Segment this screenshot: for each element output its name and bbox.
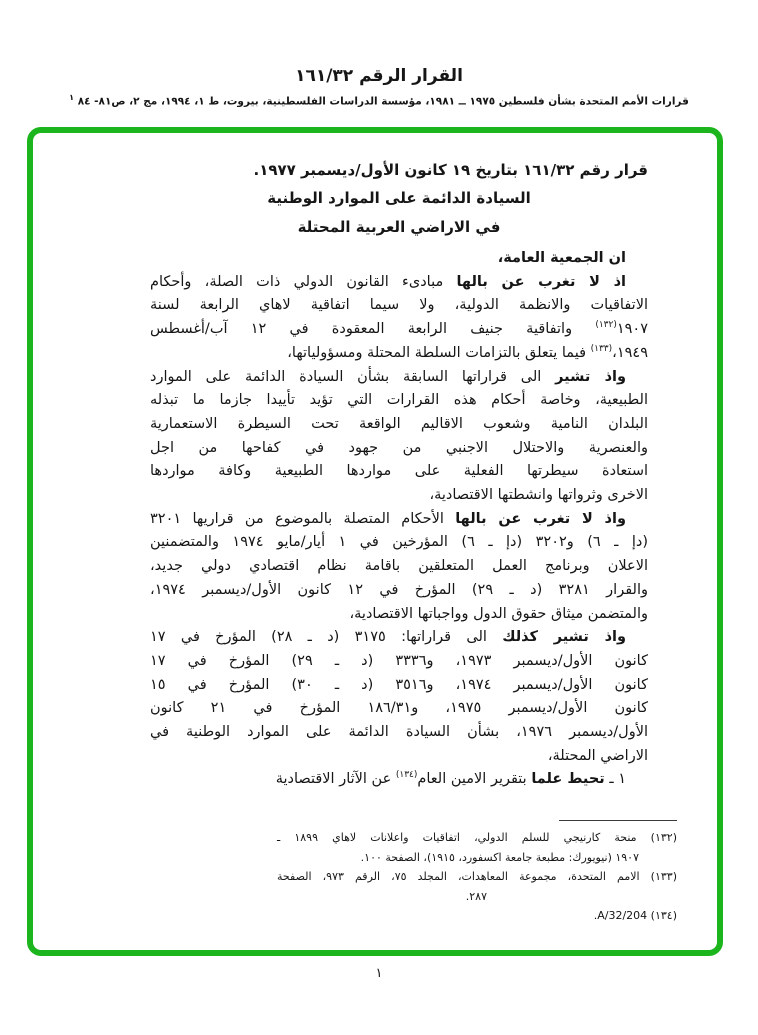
footnote-separator-rule <box>559 820 677 821</box>
footnote-line: (١٣٢) منحة كارنيجي للسلم الدولي، اتفاقيات واعلانات لاهاي ١٨٩٩ ـ <box>277 831 677 844</box>
source-footnote-ref: ١ <box>69 93 75 102</box>
source-citation-text: قرارات الأمم المتحدة بشأن فلسطين ١٩٧٥ ــ ١٩٨١، مؤسسة الدراسات الفلسطينية، بيروت، ط ١، ١٩٩٤، مج ٢، ص٨١- ٨٤ <box>77 95 689 108</box>
text-segment: فيما يتعلق بالتزامات السلطة المحتلة ومسؤولياتها، <box>287 344 591 361</box>
text-segment: الأول/ديسمبر ١٩٧٦، بشأن السيادة الدائمة على الموارد الوطنية في <box>150 724 648 741</box>
resolution-body <box>150 158 648 792</box>
body-text-line <box>150 650 648 674</box>
body-text-line <box>150 342 648 366</box>
footnote-line: (١٣٤) A/32/204. <box>593 909 677 922</box>
body-text-line <box>150 579 648 603</box>
text-segment: البلدان النامية وشعوب الاقاليم الواقعة تحت السيطرة الاستعمارية <box>150 415 648 432</box>
preamble-paragraph <box>150 508 648 627</box>
source-citation <box>0 93 758 108</box>
resolution-heading: قرار رقم ١٦١/٣٢ بتاريخ ١٩ كانون الأول/ديسمبر ١٩٧٧. <box>253 161 648 179</box>
resolution-title-line1: السيادة الدائمة على الموارد الوطنية <box>267 189 531 207</box>
text-segment: مبادىء القانون الدولي ذات الصلة، وأحكام <box>150 273 457 290</box>
footnote <box>277 906 677 926</box>
text-segment: كانون الأول/ديسمبر ١٩٧٣، و٣٣٣٦ (د ـ ٢٩) المؤرخ في ١٧ <box>150 652 648 669</box>
body-text-line <box>150 318 648 342</box>
body-text-line <box>150 531 648 555</box>
text-segment: الاعلان وبرنامج العمل المتعلقين باقامة نظام اقتصادي دولي جديد، <box>150 558 648 575</box>
body-text-line <box>150 271 648 295</box>
body-text-line <box>150 366 648 390</box>
body-text-line <box>150 437 648 461</box>
footnote-reference-superscript: (١٣٣) <box>590 343 613 354</box>
footnote <box>277 867 677 906</box>
bold-text-segment: واذ تشير كذلك <box>502 629 626 646</box>
text-segment: ١٩٤٩، <box>612 344 648 361</box>
body-text-line <box>150 389 648 413</box>
bold-text-segment: اذ لا تغرب عن بالها <box>456 273 626 290</box>
body-text-line <box>150 555 648 579</box>
text-segment: استعادة سيطرتها الفعلية على مواردها الطبيعية وكافة مواردها <box>150 463 648 480</box>
text-segment: والقرار ٣٢٨١ (د ـ ٢٩) المؤرخ في ١٢ كانون الأول/ديسمبر ١٩٧٤، <box>150 581 648 598</box>
footnote-reference-superscript: (١٣٤) <box>395 770 418 781</box>
text-segment: الأحكام المتصلة بالموضوع من قراريها ٣٢٠١ <box>150 510 456 527</box>
text-segment: (دإ ـ ٦) و٣٢٠٢ (دإ ـ ٦) المؤرخين في ١ أيار/مايو ١٩٧٤ والمتضمنين <box>150 534 648 551</box>
body-text-line <box>150 460 648 484</box>
resolution-title <box>150 184 648 242</box>
preamble-paragraph <box>150 626 648 768</box>
bold-text-segment: واذ تشير <box>555 368 626 385</box>
footnote-line: (١٣٣) الامم المتحدة، مجموعة المعاهدات، المجلد ٧٥، الرقم ٩٧٣، الصفحة <box>277 870 677 883</box>
body-text-line <box>150 674 648 698</box>
body-text-line <box>150 626 648 650</box>
text-segment: ١٩٠٧ <box>616 321 649 338</box>
preamble-paragraph <box>150 768 648 792</box>
text-segment: ١ ـ <box>604 771 626 788</box>
text-segment: الطبيعية، وخاصة أحكام هذه القرارات التي تؤيد تأييدا جازما ما تبذله <box>150 392 648 409</box>
footnote-list <box>277 828 677 926</box>
body-text-line <box>150 697 648 721</box>
preamble-paragraph <box>150 366 648 508</box>
body-text-line <box>150 508 648 532</box>
text-segment: والعنصرية والاحتلال الاجنبي من جهود في كفاحها من اجل <box>150 439 648 456</box>
text-segment: بتقرير الامين العام <box>417 771 532 788</box>
page-number: ١ <box>375 966 383 981</box>
bold-text-segment: تحيط علما <box>531 771 605 788</box>
text-segment: الاخرى وثرواتها وانشطتها الاقتصادية، <box>429 487 648 504</box>
footnote-block <box>277 814 677 926</box>
text-segment: والمتضمن ميثاق حقوق الدول وواجباتها الاقتصادية، <box>349 605 648 622</box>
text-segment: كانون الأول/ديسمبر ١٩٧٤، و٣٥١٦ (د ـ ٣٠) المؤرخ في ١٥ <box>150 676 648 693</box>
body-text-line <box>150 413 648 437</box>
body-text-line <box>150 603 648 627</box>
resolution-title-line2: في الاراضي العربية المحتلة <box>297 218 501 236</box>
page-header <box>0 66 758 108</box>
text-segment: واتفاقية جنيف الرابعة المعقودة في ١٢ آب/أغسطس <box>150 321 596 338</box>
footnote-line: ٢٨٧. <box>465 889 487 903</box>
preamble-opening: ان الجمعية العامة، <box>497 250 626 266</box>
preamble-paragraph <box>150 271 648 366</box>
text-segment: الى قراراتها: ٣١٧٥ (د ـ ٢٨) المؤرخ في ١٧ <box>150 629 503 646</box>
text-segment: عن الآثار الاقتصادية <box>275 771 396 788</box>
preamble-paragraphs <box>150 271 648 792</box>
text-segment: الى قراراتها السابقة بشأن السيادة الدائمة على الموارد <box>150 368 556 385</box>
resolution-number-title: القرار الرقم ١٦١/٣٢ <box>295 66 463 86</box>
body-text-line <box>150 484 648 508</box>
text-segment: الاتفاقيات والانظمة الدولية، ولا سيما اتفاقية لاهاي الرابعة لسنة <box>150 297 648 314</box>
bold-text-segment: واذ لا تغرب عن بالها <box>455 510 626 527</box>
text-segment: كانون الأول/ديسمبر ١٩٧٥، و١٨٦/٣١ المؤرخ في ٢١ كانون <box>150 700 649 717</box>
footnote-reference-superscript: (١٣٢) <box>595 320 617 331</box>
text-segment: الاراضي المحتلة، <box>547 747 648 764</box>
body-text-line <box>150 745 648 769</box>
body-text-line <box>150 768 648 792</box>
footnote-line: ١٩٠٧ (نيويورك: مطبعة جامعة اكسفورد، ١٩١٥)، الصفحة ١٠٠. <box>360 850 639 864</box>
body-text-line <box>150 721 648 745</box>
body-text-line <box>150 294 648 318</box>
footnote <box>277 828 677 867</box>
